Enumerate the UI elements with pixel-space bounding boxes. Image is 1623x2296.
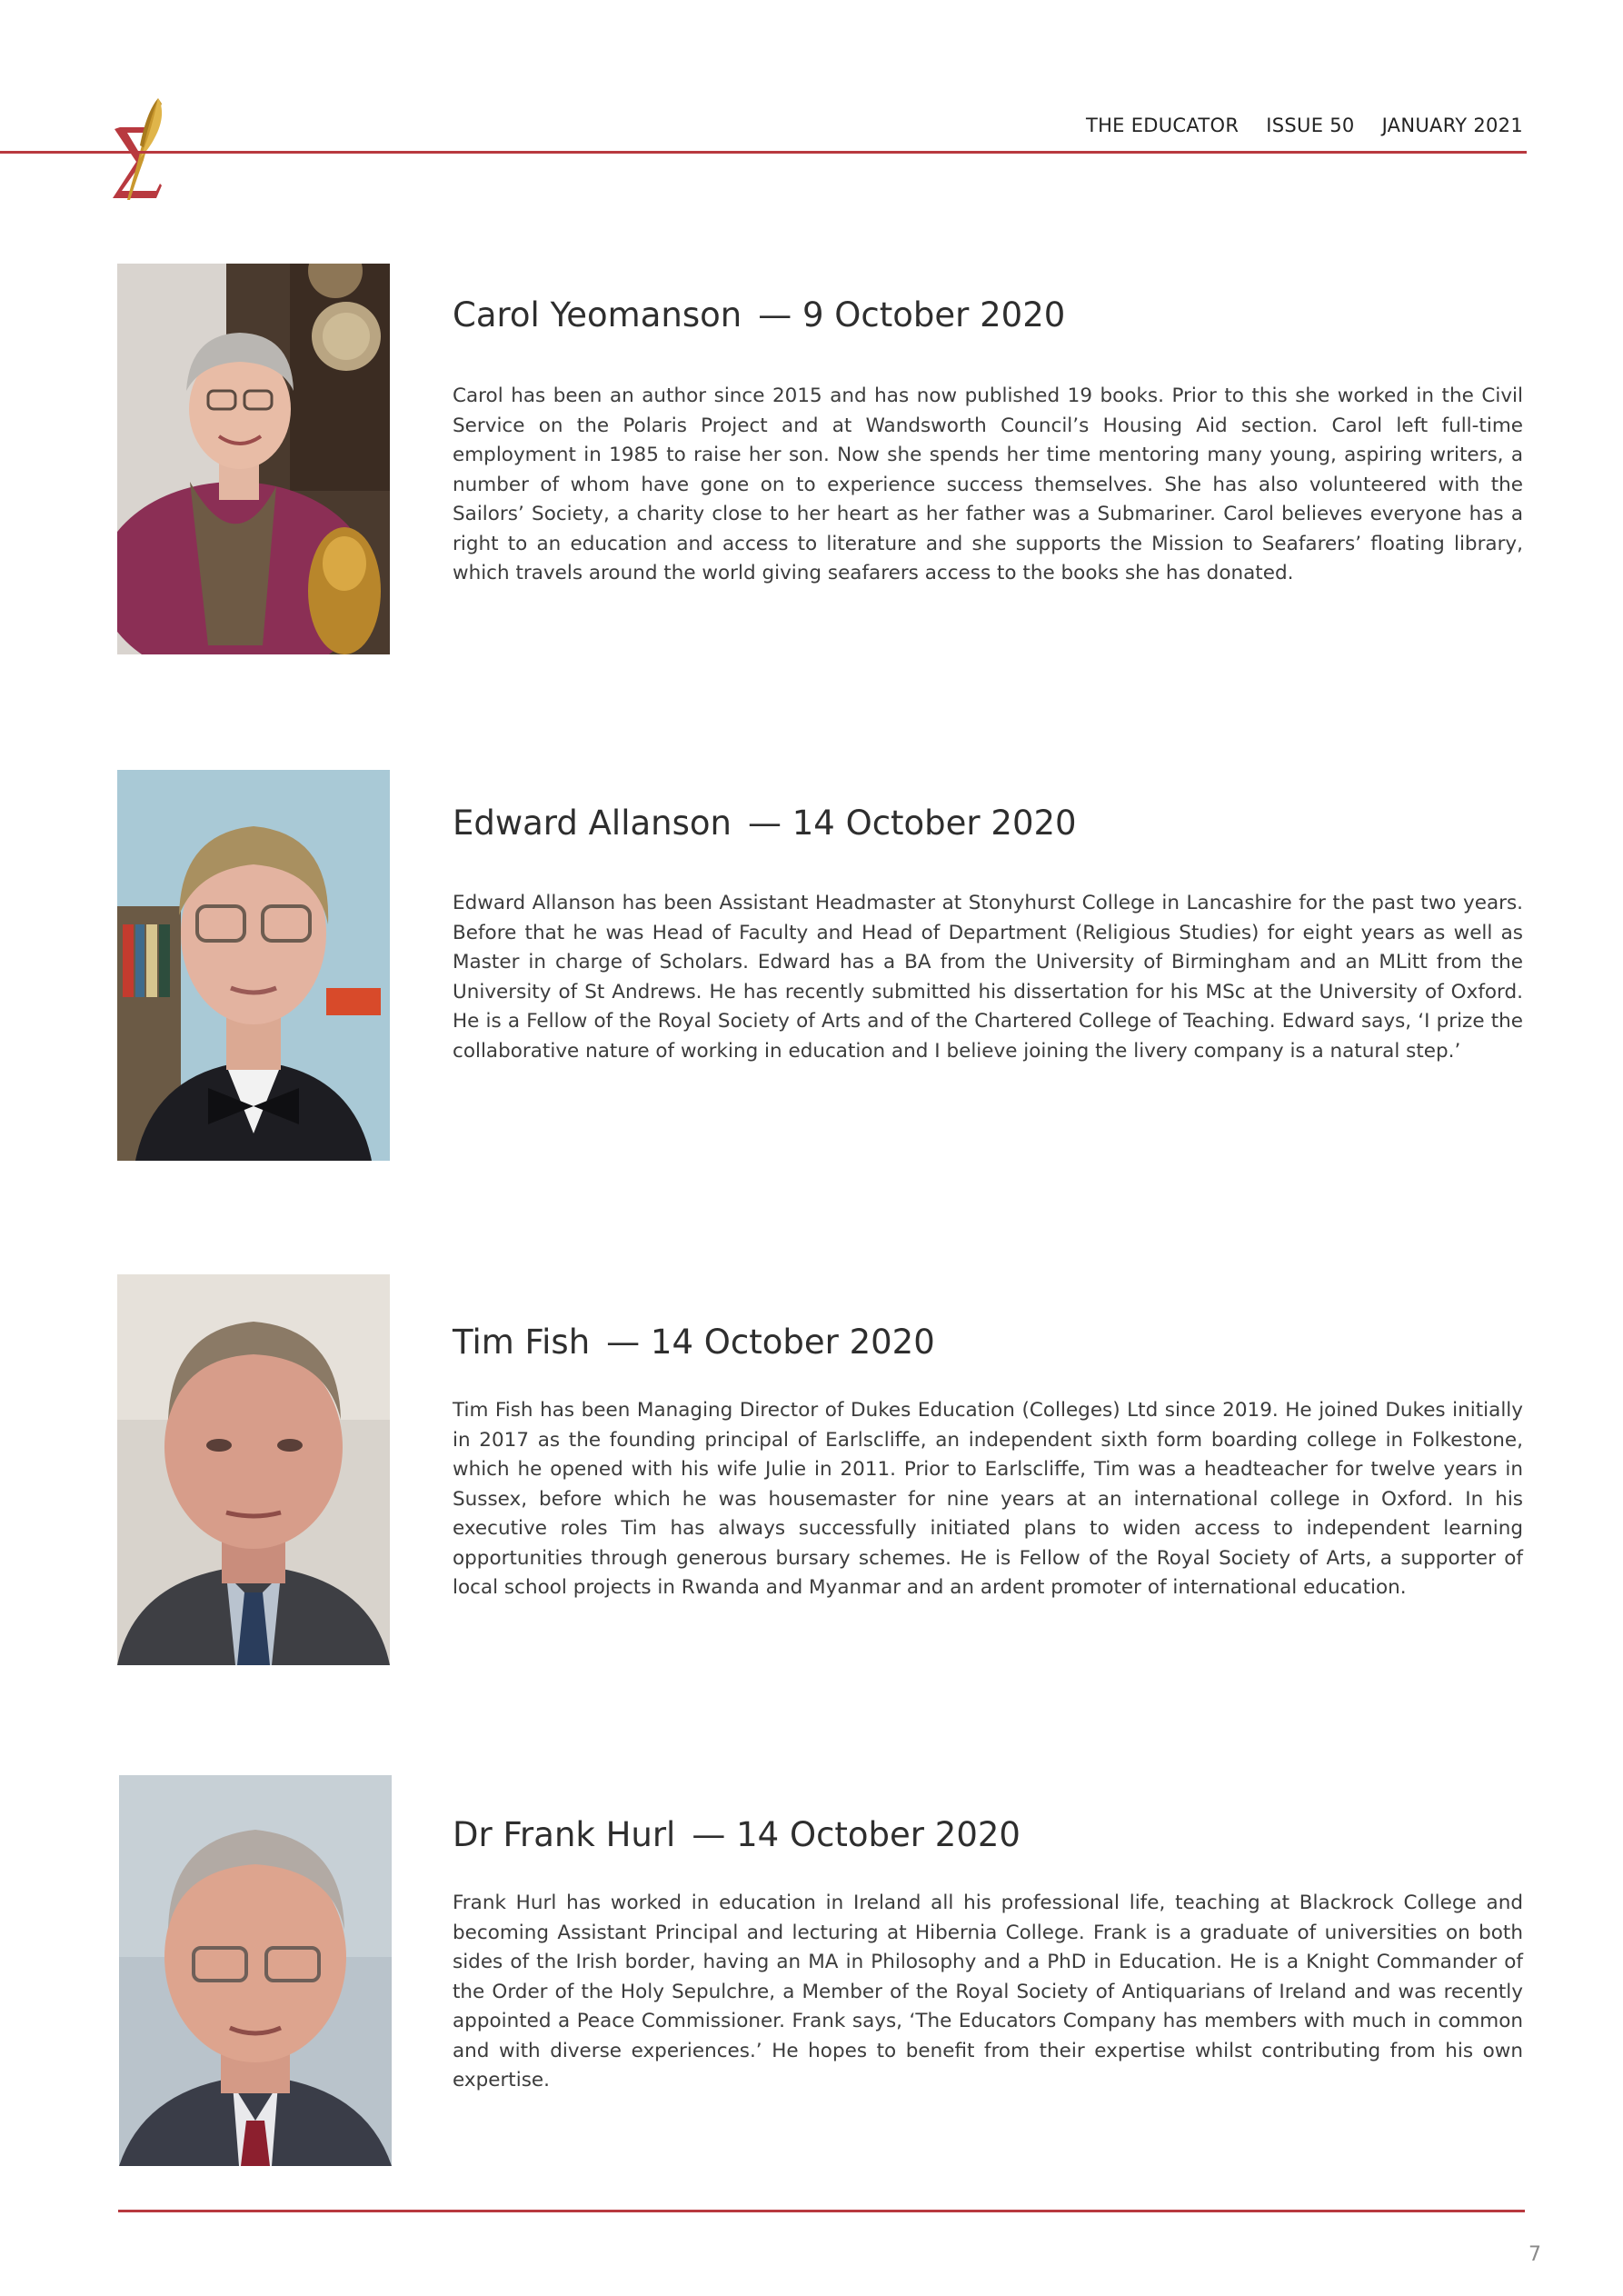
educators-quill-logo-icon [107,96,171,204]
entry-title [453,1815,1021,1854]
member-bio: Frank Hurl has worked in education in Ireland all his professional life, teaching at Blackrock College and becoming Assistant Principal and lecturing at Hibernia College. Frank is a graduate of universities on both sides of the Irish border, having an MA in Philosophy and a PhD in Education. He is a Knight Commander of the Order of the Holy Sepulchre, a Member of the Royal Society of Antiquarians of Ireland and was recently appointed a Peace Commissioner. Frank says, ‘The Educators Company has members with much in common and with diverse experiences.’ He hopes to benefit from their expertise whilst contributing from his own expertise. [453,1892,1523,2091]
member-photo [117,1274,390,1665]
member-name: Dr Frank Hurl [453,1815,676,1854]
entry-title [453,295,1065,334]
member-photo [119,1775,392,2166]
entry-title [453,1323,935,1362]
member-bio: Edward Allanson has been Assistant Headmaster at Stonyhurst College in Lancashire for the past two years. Before that he was Head of Faculty and Head of Department (Religious Studies) for eight years as well as Master in charge of Scholars. Edward has a BA from the University of Birmingham and an MLitt from the University of St Andrews. He has recently submitted his dissertation for his MSc at the University of Oxford. He is a Fellow of the Royal Society of Arts and of the Chartered College of Teaching. Edward says, ‘I prize the collaborative nature of working in education and I believe joining the livery company is a natural step.’ [453,892,1523,1063]
footer-divider [118,2210,1525,2212]
induction-date: — 9 October 2020 [758,295,1066,334]
issue-number: ISSUE 50 [1266,115,1355,136]
induction-date: — 14 October 2020 [692,1815,1021,1854]
publication-name: THE EDUCATOR [1085,115,1240,136]
induction-date: — 14 October 2020 [747,804,1077,843]
header-meta [1086,115,1523,136]
member-name: Carol Yeomanson [453,295,742,334]
member-photo [117,770,390,1161]
member-name: Edward Allanson [453,804,732,843]
induction-date: — 14 October 2020 [606,1323,935,1362]
member-bio: Tim Fish has been Managing Director of Dukes Education (Colleges) Ltd since 2019. He joined Dukes initially in 2017 as the founding principal of Earlscliffe, an independent sixth form boarding college in Folkestone, which he opened with his wife Julie in 2011. Prior to Earlscliffe, Tim was a headteacher for twelve years in Sussex, before which he was housemaster for nine years at an international college in Oxford. In his executive roles Tim has always successfully initiated plans to widen access to independent learning opportunities through generous bursary schemes. He is Fellow of the Royal Society of Arts, a supporter of local school projects in Rwanda and Myanmar and an ardent promoter of international education. [453,1399,1523,1599]
entry-title [453,804,1077,843]
issue-date: JANUARY 2021 [1381,115,1523,136]
page-number: 7 [1528,2243,1541,2266]
member-bio: Carol has been an author since 2015 and has now published 19 books. Prior to this she worked in the Civil Service on the Polaris Project and at Wandsworth Council’s Housing Aid section. Carol left full-time employment in 1985 to raise her son. Now she spends her time mentoring many young, aspiring writers, a number of whom have gone on to experience success themselves. She has also volunteered with the Sailors’ Society, a charity close to her heart as her father was a Submariner. Carol believes everyone has a right to an education and access to literature and she supports the Mission to Seafarers’ floating library, which travels around the world giving seafarers access to the books she has donated. [453,384,1523,584]
header-divider [0,151,1527,154]
member-name: Tim Fish [453,1323,591,1362]
member-photo [117,264,390,654]
